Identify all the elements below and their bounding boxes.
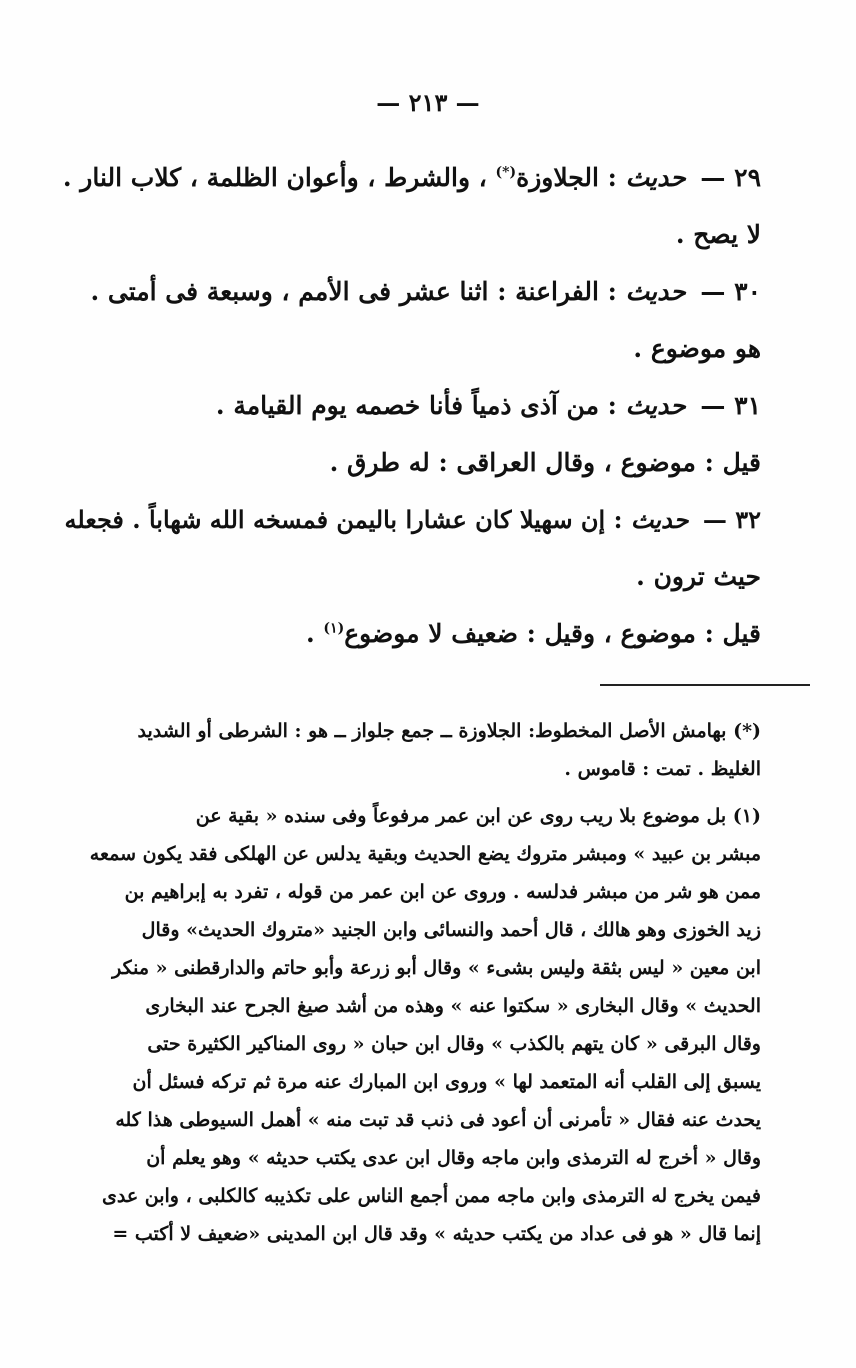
footnote-line: وقال البرقى « كان يتهم بالكذب » وقال ابن حبان « روى المناكير الكثيرة حتى <box>147 1033 761 1055</box>
hadith-text: : من آذى ذمياً فأنا خصمه يوم القيامة . <box>215 391 617 420</box>
footnote-line: الحديث » وقال البخارى « سكتوا عنه » وهذه من أشد صيغ الجرح عند البخارى <box>145 995 761 1017</box>
hadith-31-verdict: قيل : موضوع ، وقال العراقى : له طرق . <box>329 448 761 477</box>
hadith-30-line <box>90 272 761 312</box>
footnote-line: الغليظ . تمت : قاموس . <box>564 758 761 780</box>
footnote-line: (١) بل موضوع بلا ريب روى عن ابن عمر مرفوعاً وفى سنده « بقية عن <box>195 805 761 827</box>
hadith-label: حديث <box>625 163 686 192</box>
footnote-marker: (١) <box>323 620 345 637</box>
hadith-number: ٢٩ — <box>700 163 761 192</box>
hadith-32-verdict <box>306 614 761 654</box>
footnote-separator <box>600 684 810 686</box>
footnote-line: فيمن يخرج له الترمذى وابن ماجه ممن أجمع الناس على تكذيبه كالكلبى ، وابن عدى <box>101 1185 761 1207</box>
hadith-31-line <box>216 386 761 426</box>
hadith-29-verdict: لا يصح . <box>675 220 761 249</box>
footnote-line: إنما قال « هو فى عداد من يكتب حديثه » وقد قال ابن المدينى «ضعيف لا أكتب = <box>112 1223 761 1245</box>
footnote-line: يسبق إلى القلب أنه المتعمد لها » وروى ابن المبارك عنه مرة ثم تركه فسئل أن <box>132 1071 761 1093</box>
hadith-number: ٣١ — <box>700 391 761 420</box>
verdict-text: قيل : موضوع ، وقيل : ضعيف لا موضوع <box>344 619 761 648</box>
hadith-label: حديث <box>625 391 686 420</box>
hadith-32-continuation: حيث ترون . <box>636 562 761 591</box>
footnote-marker: (*) <box>495 164 517 181</box>
hadith-text: : الفراعنة : اثنا عشر فى الأمم ، وسبعة فى أمتى . <box>90 277 617 306</box>
hadith-label: حديث <box>630 505 689 534</box>
footnote-line: وقال « أخرج له الترمذى وابن ماجه وقال ابن عدى يكتب حديثه » وهو يعلم أن <box>146 1147 761 1169</box>
hadith-32-line <box>65 500 761 540</box>
footnote-line: (*) بهامش الأصل المخطوط: الجلاوزة ــ جمع جلواز ــ هو : الشرطى أو الشديد <box>137 720 761 742</box>
hadith-text: : الجلاوزة <box>516 163 617 192</box>
verdict-text-rest: . <box>305 619 315 648</box>
footnote-line: زيد الخوزى وهو هالك ، قال أحمد والنسائى وابن الجنيد «متروك الحديث» وقال <box>141 919 761 941</box>
hadith-text-rest: ، والشرط ، وأعوان الظلمة ، كلاب النار . <box>62 163 487 192</box>
page-number: — ٢١٣ — <box>376 88 480 117</box>
hadith-29-line <box>63 158 761 198</box>
footnote-line: مبشر بن عبيد » ومبشر متروك يضع الحديث وبقية يدلس عن الهلكى فقد يكون سمعه <box>89 843 761 865</box>
footnote-line: ممن هو شر من مبشر فدلسه . وروى عن ابن عمر من قوله ، تفرد به إبراهيم بن <box>124 881 761 903</box>
footnote-line: ابن معين « ليس بثقة وليس بشىء » وقال أبو زرعة وأبو حاتم والدارقطنى « منكر <box>112 957 761 979</box>
hadith-30-verdict: هو موضوع . <box>633 334 761 363</box>
hadith-number: ٣٠ — <box>700 277 761 306</box>
hadith-number: ٣٢ — <box>702 505 761 534</box>
hadith-label: حديث <box>625 277 686 306</box>
footnote-line: يحدث عنه فقال « تأمرنى أن أعود فى ذنب قد تبت منه » أهمل السيوطى هذا كله <box>115 1109 761 1131</box>
hadith-text: : إن سهيلا كان عشارا باليمن فمسخه الله شهاباً . فجعله <box>64 505 623 534</box>
